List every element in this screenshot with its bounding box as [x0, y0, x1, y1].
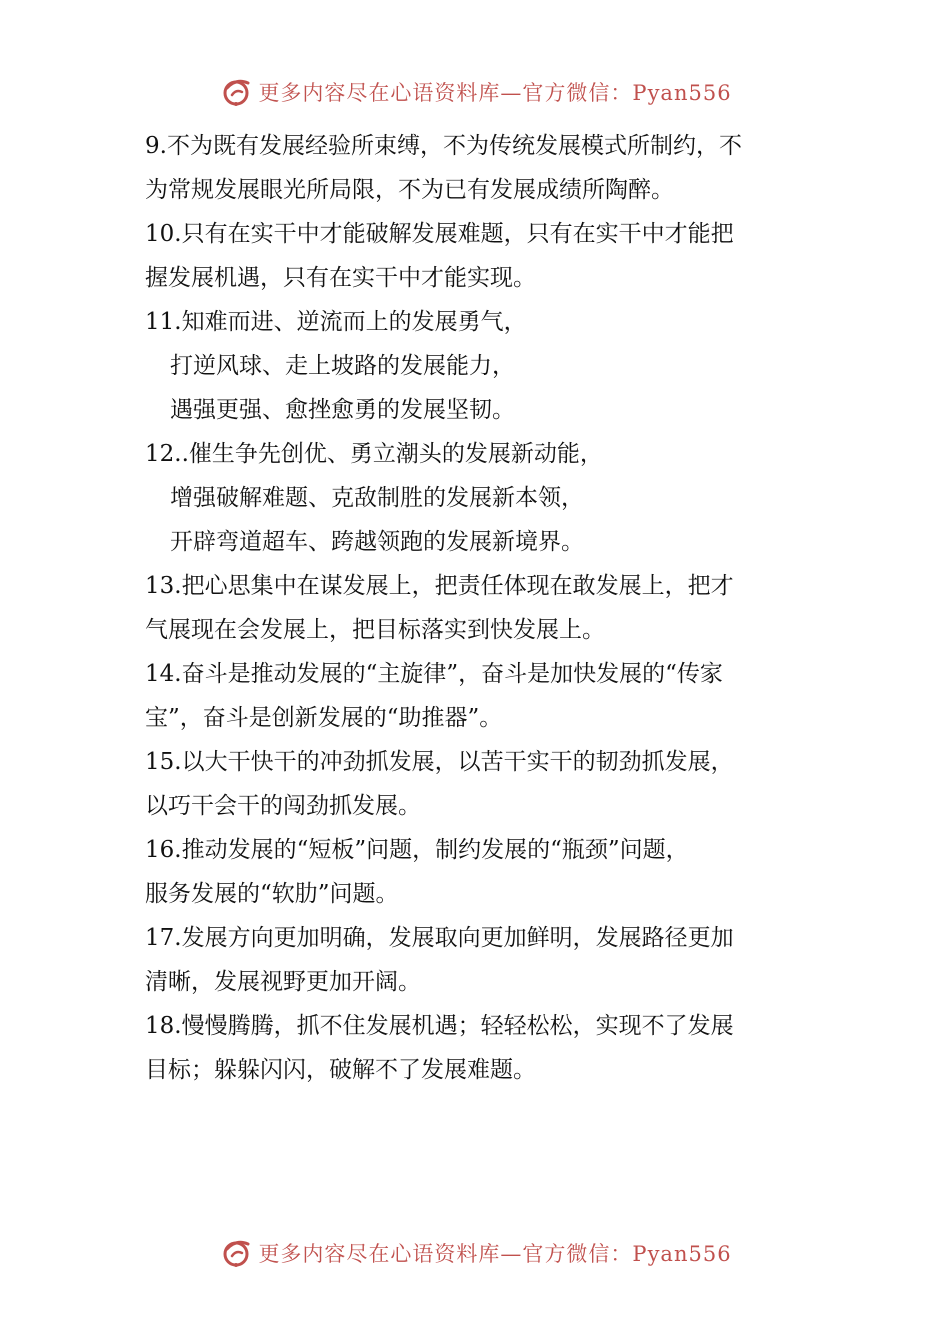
text-line: 17.发展方向更加明确，发展取向更加鲜明，发展路径更加 — [145, 925, 734, 951]
text-line: 12..催生争先创优、勇立潮头的发展新动能， — [145, 441, 603, 467]
text-line: 16.推动发展的“短板”问题，制约发展的“瓶颈”问题， — [145, 837, 689, 863]
text-line: 以巧干会干的闯劲抓发展。 — [145, 793, 421, 819]
text-line: 15.以大干快干的冲劲抓发展，以苦干实干的韧劲抓发展， — [145, 749, 734, 775]
text-line: 握发展机遇，只有在实干中才能实现。 — [145, 265, 536, 291]
text-line: 宝”，奋斗是创新发展的“助推器”。 — [145, 705, 503, 731]
text-line: 9.不为既有发展经验所束缚，不为传统发展模式所制约，不 — [145, 133, 742, 159]
header-text: 更多内容尽在心语资料库—官方微信：Pyan556 — [258, 81, 732, 105]
text-line: 10.只有在实干中才能破解发展难题，只有在实干中才能把 — [145, 221, 734, 247]
text-line: 服务发展的“软肋”问题。 — [145, 881, 399, 907]
text-line: 遇强更强、愈挫愈勇的发展坚韧。 — [170, 397, 515, 423]
brand-logo-icon — [218, 74, 254, 110]
text-line: 打逆风球、走上坡路的发展能力， — [170, 353, 515, 379]
text-line: 18.慢慢腾腾，抓不住发展机遇；轻轻松松，实现不了发展 — [145, 1013, 734, 1039]
document-body — [145, 124, 815, 1092]
text-line: 气展现在会发展上，把目标落实到快发展上。 — [145, 617, 605, 643]
text-line: 14.奋斗是推动发展的“主旋律”，奋斗是加快发展的“传家 — [145, 661, 723, 687]
brand-logo-icon — [218, 1235, 254, 1271]
footer-banner — [0, 1233, 950, 1273]
text-line: 增强破解难题、克敌制胜的发展新本领， — [170, 485, 584, 511]
text-line: 开辟弯道超车、跨越领跑的发展新境界。 — [170, 529, 584, 555]
text-line: 目标；躲躲闪闪，破解不了发展难题。 — [145, 1057, 536, 1083]
header-banner — [0, 72, 950, 112]
text-line: 为常规发展眼光所局限，不为已有发展成绩所陶醉。 — [145, 177, 674, 203]
footer-text: 更多内容尽在心语资料库—官方微信：Pyan556 — [258, 1242, 732, 1266]
text-line: 13.把心思集中在谋发展上，把责任体现在敢发展上，把才 — [145, 573, 734, 599]
text-line: 11.知难而进、逆流而上的发展勇气， — [145, 309, 527, 335]
text-line: 清晰，发展视野更加开阔。 — [145, 969, 421, 995]
